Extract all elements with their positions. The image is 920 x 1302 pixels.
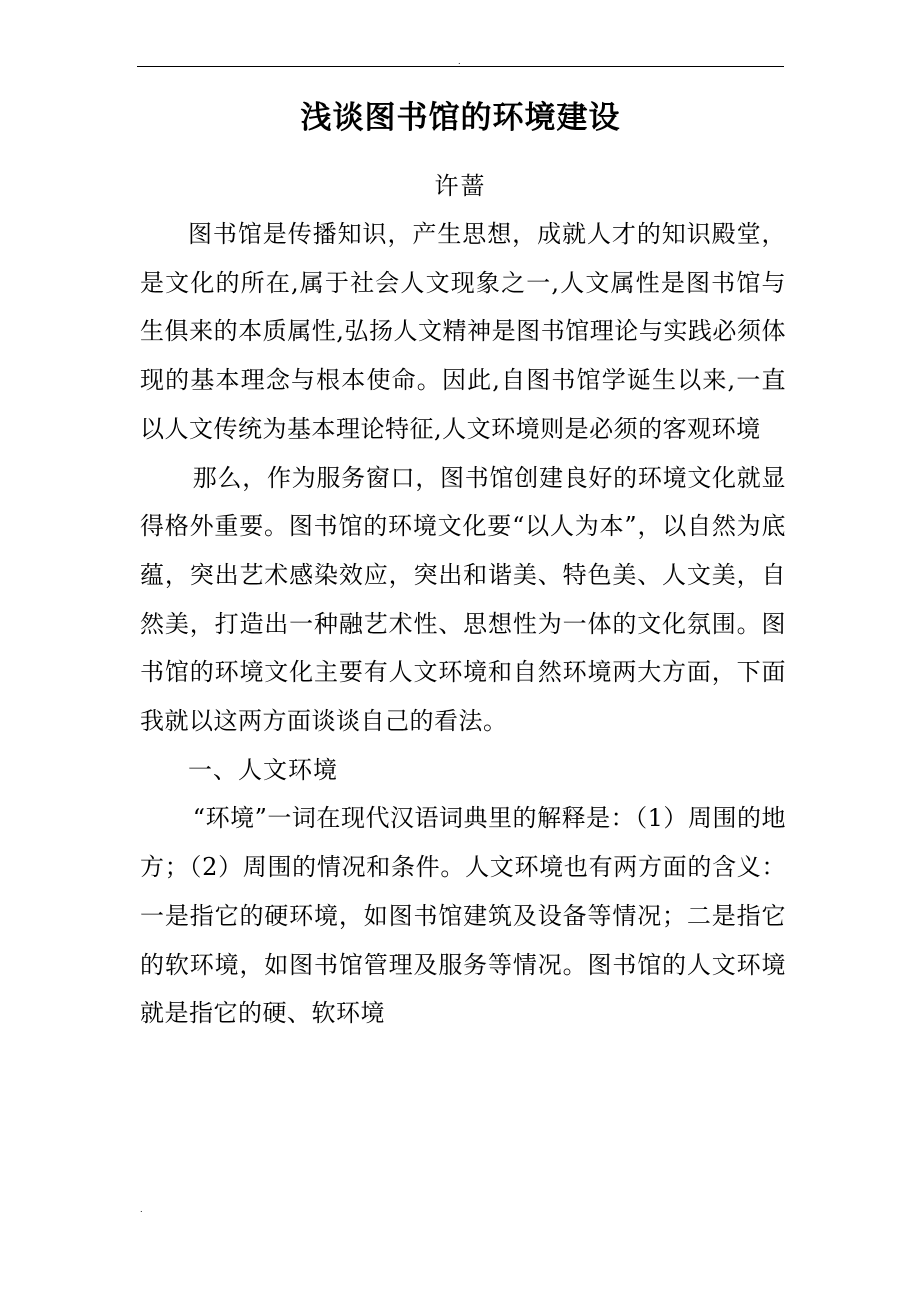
header-rule <box>137 66 784 67</box>
document-author: 许蔷 <box>434 172 487 200</box>
footer-dot: . <box>140 1205 143 1214</box>
document-body <box>140 210 786 1038</box>
section-heading: 一、人文环境 <box>188 755 338 784</box>
paragraph-2: 那么，作为服务窗口，图书馆创建良好的环境文化就显得格外重要。图书馆的环境文化要“以人为本”，以自然为底蕴，突出艺术感染效应，突出和谐美、特色美、人文美，自然美，打造出一种融艺术性、思想性为一体的文化氛围。图书馆的环境文化主要有人文环境和自然环境两大方面，下面我就以这两方面谈谈自己的看法。 <box>140 463 786 736</box>
header-dot: . <box>458 57 461 66</box>
paragraph-3: “环境”一词在现代汉语词典里的解释是：（1）周围的地方；（2）周围的情况和条件。人文环境也有两方面的含义：一是指它的硬环境，如图书馆建筑及设备等情况；二是指它的软环境，如图书馆管理及服务等情况。图书馆的人文环境就是指它的硬、软环境 <box>140 804 786 1028</box>
document-title: 浅谈图书馆的环境建设 <box>300 100 621 136</box>
paragraph-1: 图书馆是传播知识，产生思想，成就人才的知识殿堂，是文化的所在,属于社会人文现象之一,人文属性是图书馆与生俱来的本质属性,弘扬人文精神是图书馆理论与实践必须体现的基本理念与根本使命。因此,自图书馆学诞生以来,一直以人文传统为基本理论特征,人文环境则是必须的客观环境 <box>140 220 786 443</box>
